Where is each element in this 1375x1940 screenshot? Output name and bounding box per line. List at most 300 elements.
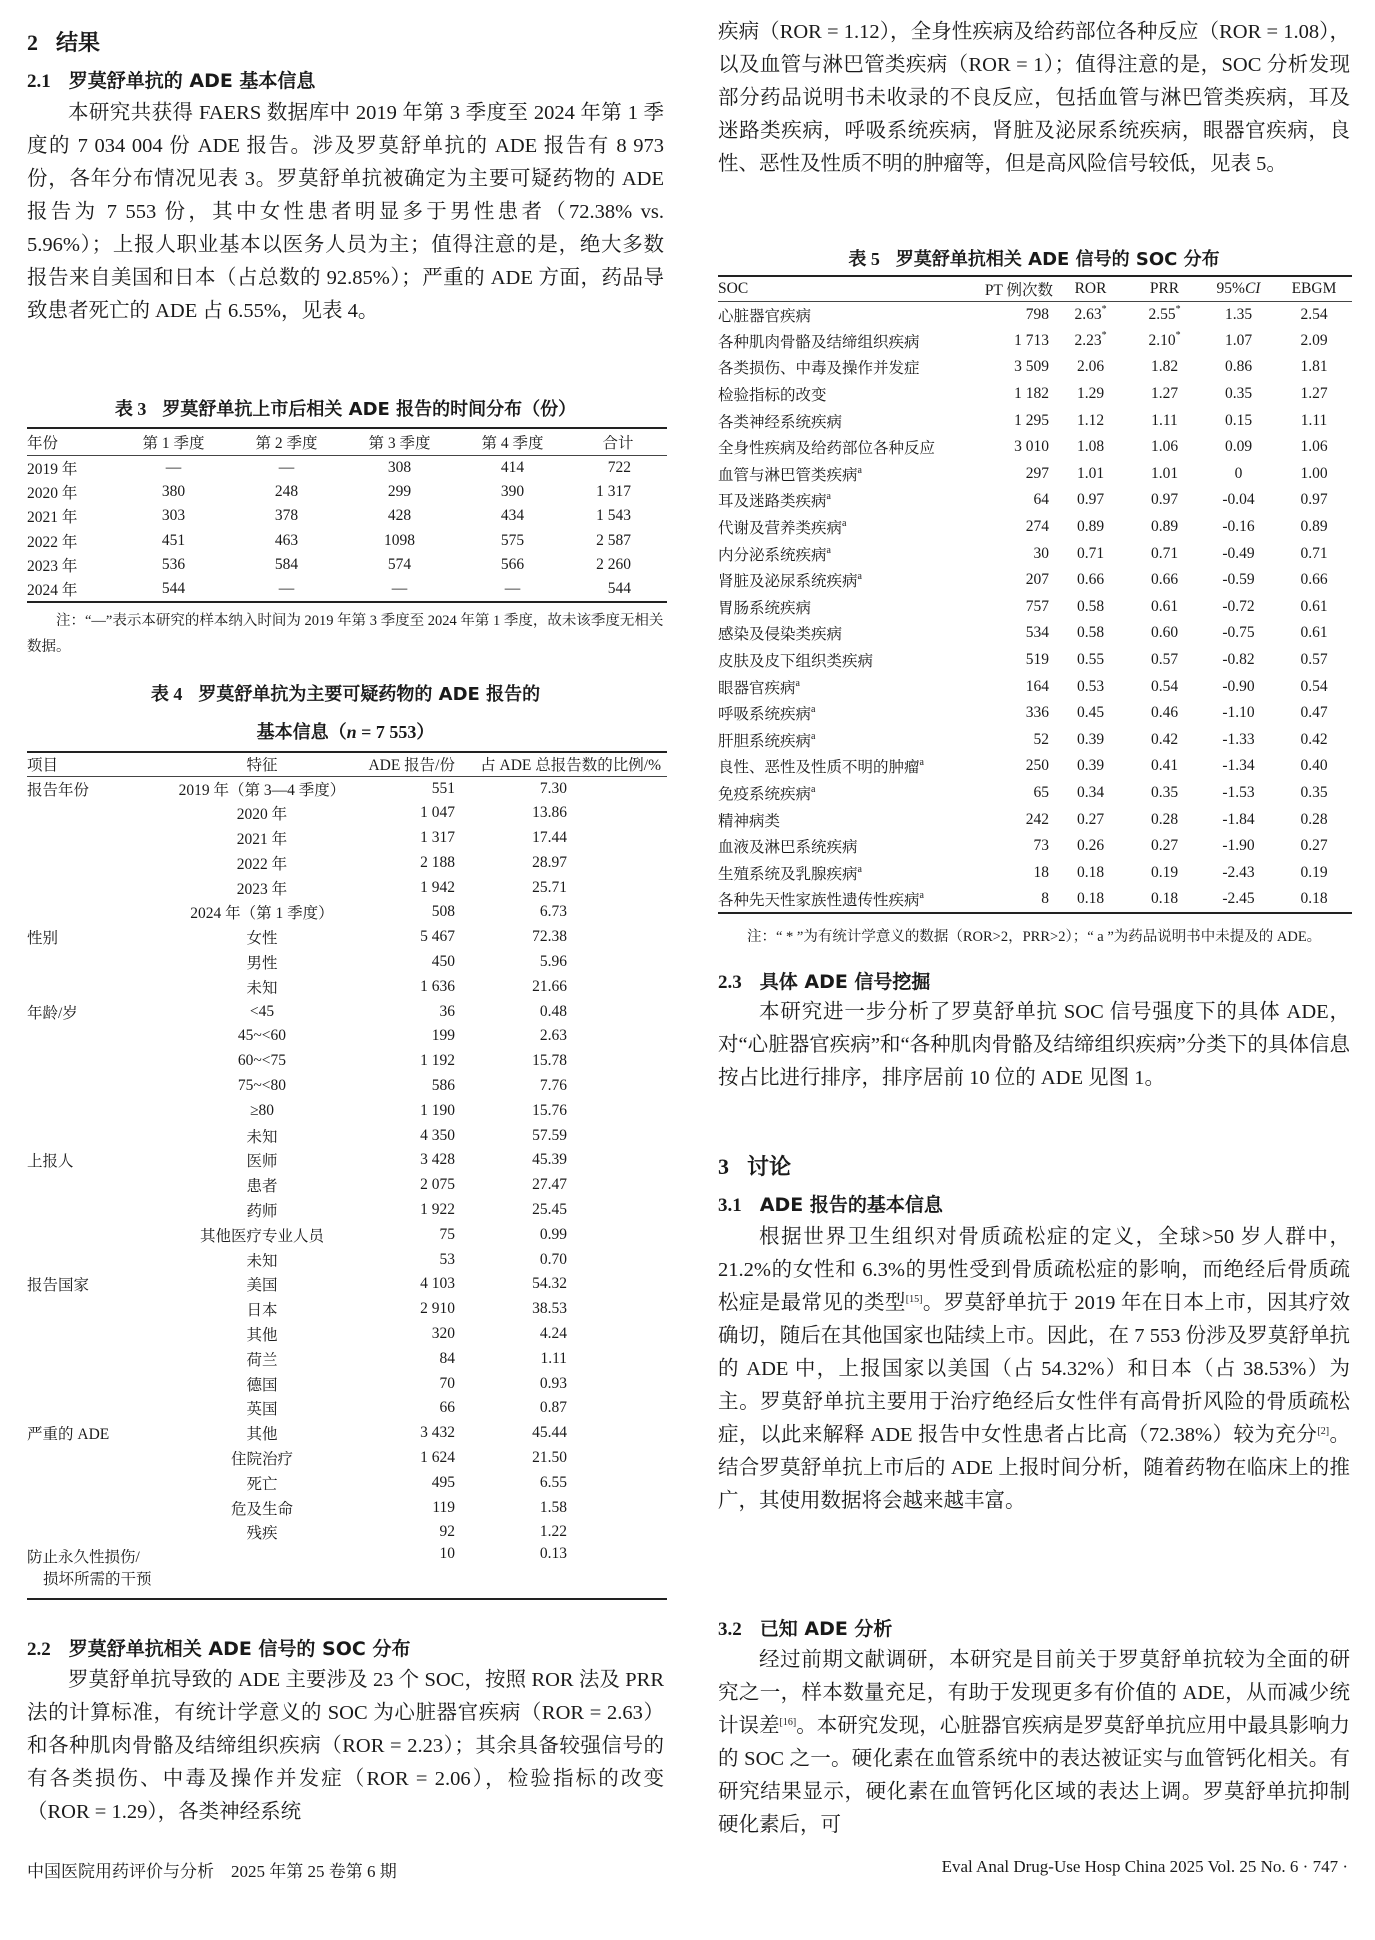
table-row <box>27 950 667 975</box>
ror-value: 0.58 <box>1076 624 1105 642</box>
percent-cell: 6.55 <box>539 1473 567 1491</box>
percent-cell: 4.24 <box>539 1324 567 1342</box>
ci-cell: 0.35 <box>1224 385 1253 403</box>
citation[interactable]: [2] <box>1317 1426 1330 1437</box>
ci-cell: -0.75 <box>1222 624 1255 642</box>
column-header <box>1201 276 1276 301</box>
ror-cell <box>1053 461 1128 488</box>
ror-value: 0.18 <box>1076 889 1105 907</box>
prr-cell <box>1128 727 1201 754</box>
ror-value: 0.34 <box>1076 783 1105 801</box>
prr-value: 2.10 <box>1148 331 1176 349</box>
percent-cell: 0.99 <box>539 1225 567 1243</box>
soc-cell <box>718 727 973 754</box>
ebgm-cell: 1.27 <box>1300 385 1328 403</box>
count-cell: 586 <box>431 1076 455 1094</box>
table-row <box>718 780 1352 807</box>
pt-count-cell: 3 509 <box>1014 358 1049 376</box>
feature-cell: 死亡 <box>246 1475 278 1493</box>
ci-cell: -1.33 <box>1222 730 1255 748</box>
feature-cell: 未知 <box>246 1128 278 1146</box>
table-title-n: n <box>346 722 357 742</box>
ror-value: 0.66 <box>1076 571 1105 589</box>
column-header: 特征 <box>246 757 278 775</box>
section-2-heading <box>27 26 100 57</box>
table-row <box>718 620 1352 647</box>
table-row <box>718 514 1352 541</box>
ci-cell: -0.90 <box>1222 677 1255 695</box>
section-3-1-paragraph <box>718 1221 1350 1518</box>
table-row <box>27 1520 667 1545</box>
category-cell <box>27 1074 167 1099</box>
ror-cell <box>1053 780 1128 807</box>
category-cell <box>27 1297 167 1322</box>
table-cell: 722 <box>607 458 631 476</box>
soc-cell <box>718 833 973 860</box>
ror-value: 0.89 <box>1076 518 1105 536</box>
row-label: 2019 年 <box>27 460 78 478</box>
ror-cell <box>1053 673 1128 700</box>
ror-value: 1.29 <box>1076 385 1105 403</box>
count-cell: 92 <box>439 1523 455 1541</box>
row-label: 2020 年 <box>27 484 78 502</box>
feature-cell: 医师 <box>246 1153 278 1171</box>
category-cell <box>27 801 167 826</box>
category-cell <box>27 950 167 975</box>
category-cell <box>27 850 167 875</box>
soc-cell <box>718 328 973 355</box>
table-cell: 428 <box>387 507 412 525</box>
prr-cell <box>1128 328 1201 355</box>
category-cell <box>27 1446 167 1471</box>
table-row <box>27 850 667 875</box>
prr-value: 1.06 <box>1150 438 1179 456</box>
table-row <box>718 673 1352 700</box>
count-cell: 3 428 <box>420 1151 455 1169</box>
feature-cell: 药师 <box>246 1202 278 1220</box>
section-2-2-paragraph-right: 疾病（ROR = 1.12），全身性疾病及给药部位各种反应（ROR = 1.08），以及血管与淋巴管类疾病（ROR = 1）；值得注意的是，SOC 分析发现部分药品说明书未收录的不良反应，包括血管与淋巴管类疾病，耳及迷路类疾病，呼吸系统疾病，肾脏及泌尿系统疾病，眼器官疾病，良性、恶性及性质不明的肿瘤等，但是高风险信号较低，见表 5。 <box>718 21 1350 175</box>
prr-cell <box>1128 540 1201 567</box>
prr-cell <box>1128 514 1201 541</box>
table-row <box>27 1545 667 1599</box>
unlabeled-marker: a <box>811 783 816 795</box>
prr-value: 0.27 <box>1150 837 1179 855</box>
ci-cell: 0.09 <box>1224 438 1253 456</box>
percent-cell: 1.11 <box>540 1349 567 1367</box>
ror-cell <box>1053 567 1128 594</box>
prr-cell <box>1128 567 1201 594</box>
citation[interactable]: [15] <box>905 1294 923 1305</box>
soc-cell <box>718 700 973 727</box>
percent-cell: 38.53 <box>532 1300 567 1318</box>
table-row <box>27 900 667 925</box>
feature-cell: 患者 <box>246 1178 278 1196</box>
count-cell: 1 624 <box>420 1448 455 1466</box>
category-cell <box>27 1371 167 1396</box>
prr-value: 1.01 <box>1150 464 1179 482</box>
table-row <box>27 1421 667 1446</box>
pt-count-cell: 1 182 <box>1014 385 1049 403</box>
ebgm-cell: 0.97 <box>1300 491 1328 509</box>
category-cell: 年龄/岁 <box>27 1004 78 1022</box>
table-row <box>27 1247 667 1272</box>
section-3-1-heading <box>718 1190 943 1217</box>
ror-cell <box>1053 753 1128 780</box>
unlabeled-marker: a <box>857 464 862 476</box>
table-row <box>27 1173 667 1198</box>
pt-count-cell: 250 <box>1025 757 1049 775</box>
ror-value: 0.45 <box>1076 704 1105 722</box>
category-cell <box>27 974 167 999</box>
soc-name: 精神病类 <box>718 812 781 830</box>
percent-cell: 0.70 <box>539 1250 567 1268</box>
ror-value: 0.71 <box>1076 544 1105 562</box>
category-cell: 报告国家 <box>27 1277 90 1295</box>
count-cell: 1 192 <box>420 1052 455 1070</box>
feature-cell: 未知 <box>246 1252 278 1270</box>
ci-cell: -0.04 <box>1222 491 1255 509</box>
category-cell <box>27 1396 167 1421</box>
ebgm-cell: 1.11 <box>1300 411 1328 429</box>
table-cell: 434 <box>500 507 525 525</box>
ror-value: 0.58 <box>1076 597 1105 615</box>
feature-cell: 荷兰 <box>246 1351 278 1369</box>
section-2-3-heading <box>718 967 930 994</box>
feature-cell: 45~<60 <box>237 1027 287 1045</box>
unlabeled-marker: a <box>811 704 816 716</box>
percent-cell: 2.63 <box>539 1027 567 1045</box>
pt-count-cell: 52 <box>1033 730 1049 748</box>
ebgm-cell: 1.06 <box>1300 438 1328 456</box>
ror-value: 0.27 <box>1076 810 1105 828</box>
table-4-caption-line2 <box>27 718 664 744</box>
category-cell <box>27 1123 167 1148</box>
prr-cell <box>1128 434 1201 461</box>
table-row <box>27 1322 667 1347</box>
paragraph-text: 。罗莫舒单抗于 2019 年在日本上市，因其疗效确切，随后在其他国家也陆续上市。因此，在 7 553 份涉及罗莫舒单抗的 ADE 中，上报国家以美国（占 54.32%）和日本（占 38.53%）为主。罗莫舒单抗主要用于治疗绝经后女性伴有高骨折风险的骨质疏松症，以此来解释 ADE 报告中女性患者占比高（72.38%）较为充分 <box>718 1292 1351 1446</box>
table-cell: — <box>504 580 521 598</box>
category-line: 损坏所需的干预 <box>43 1570 152 1588</box>
section-2-2-paragraph-left: 罗莫舒单抗导致的 ADE 主要涉及 23 个 SOC，按照 ROR 法及 PRR 法的计算标准，有统计学意义的 SOC 为心脏器官疾病（ROR = 2.63）和各种肌肉骨骼及结缔组织疾病（ROR = 2.23）；其余具备较强信号的有各类损伤、中毒及操作并发症（ROR = 2.06），检验指标的改变（ROR = 1.29），各类神经系统 <box>27 1669 664 1823</box>
ror-cell <box>1053 354 1128 381</box>
count-cell: 508 <box>431 903 455 921</box>
table-label: 表 3 <box>114 399 147 419</box>
ci-cell: -0.82 <box>1222 651 1255 669</box>
table-title-part: 基本信息（ <box>256 722 347 743</box>
table-row <box>27 1049 667 1074</box>
pt-count-cell: 534 <box>1025 624 1049 642</box>
percent-cell: 45.39 <box>532 1151 567 1169</box>
prr-value: 0.57 <box>1150 651 1179 669</box>
ebgm-cell: 0.35 <box>1300 783 1328 801</box>
table-row <box>718 354 1352 381</box>
table-row <box>27 1371 667 1396</box>
section-title: 结果 <box>56 31 101 56</box>
ebgm-cell: 1.81 <box>1300 358 1328 376</box>
table-row <box>27 553 667 578</box>
ebgm-cell: 0.61 <box>1300 597 1328 615</box>
category-cell <box>27 875 167 900</box>
table-row <box>27 455 667 480</box>
column-header: 占 ADE 总报告数的比例/% <box>480 757 661 775</box>
category-cell <box>27 1247 167 1272</box>
soc-name: 感染及侵染类疾病 <box>718 626 843 644</box>
prr-cell <box>1128 301 1201 328</box>
prr-value: 1.11 <box>1151 411 1178 429</box>
table-row <box>27 776 667 801</box>
ci-italic: CI <box>1244 279 1261 297</box>
prr-value: 0.35 <box>1150 783 1179 801</box>
ror-cell <box>1053 806 1128 833</box>
prr-value: 0.60 <box>1150 624 1179 642</box>
column-header: 年份 <box>27 434 59 452</box>
table-row <box>27 1396 667 1421</box>
ror-cell <box>1053 407 1128 434</box>
unlabeled-marker: a <box>919 757 924 769</box>
ci-cell: -1.90 <box>1222 837 1255 855</box>
count-cell: 320 <box>431 1324 455 1342</box>
table-5 <box>718 275 1352 914</box>
table-row <box>718 806 1352 833</box>
ebgm-cell: 1.00 <box>1300 464 1328 482</box>
table-cell: 566 <box>500 556 525 574</box>
paragraph-text: 。结合罗莫舒单抗上市后的 ADE 上报时间分析，随着药物在临床上的推广，其使用数据将会越来越丰富。 <box>718 1424 1351 1512</box>
prr-cell <box>1128 780 1201 807</box>
category-cell <box>27 1098 167 1123</box>
soc-cell <box>718 806 973 833</box>
column-header: 第 2 季度 <box>255 434 318 452</box>
soc-cell <box>718 647 973 674</box>
category-line: 防止永久性损伤/ <box>27 1548 140 1566</box>
category-cell <box>27 1322 167 1347</box>
table-row <box>27 925 667 950</box>
prr-cell <box>1128 407 1201 434</box>
ror-cell <box>1053 886 1128 913</box>
ror-cell <box>1053 381 1128 408</box>
ror-value: 0.53 <box>1076 677 1105 695</box>
feature-cell: 住院治疗 <box>230 1450 293 1468</box>
table-cell: 414 <box>500 458 525 476</box>
table-row <box>718 567 1352 594</box>
soc-cell <box>718 354 973 381</box>
percent-cell: 0.13 <box>539 1544 567 1562</box>
table-row <box>718 886 1352 913</box>
section-number: 2.1 <box>27 71 51 92</box>
soc-cell <box>718 514 973 541</box>
feature-cell: 危及生命 <box>230 1500 293 1518</box>
table-row <box>718 594 1352 621</box>
table-title-part: = 7 553） <box>356 722 435 742</box>
pt-count-cell: 274 <box>1025 518 1049 536</box>
count-cell: 53 <box>439 1250 455 1268</box>
section-title: 具体 ADE 信号挖掘 <box>759 971 931 993</box>
table-cell: 575 <box>500 531 525 549</box>
ebgm-cell: 0.28 <box>1300 810 1328 828</box>
table-cell: 544 <box>607 580 631 598</box>
count-cell: 70 <box>439 1374 455 1392</box>
prr-value: 2.55 <box>1148 305 1176 323</box>
percent-cell: 57.59 <box>532 1126 567 1144</box>
count-cell: 2 910 <box>420 1300 455 1318</box>
percent-cell: 15.76 <box>532 1101 567 1119</box>
ror-cell <box>1053 514 1128 541</box>
feature-cell: 未知 <box>246 979 278 997</box>
table-row <box>27 1495 667 1520</box>
percent-cell: 27.47 <box>532 1176 567 1194</box>
prr-cell <box>1128 647 1201 674</box>
table-cell: 574 <box>387 556 412 574</box>
table-cell: 2 260 <box>596 556 631 574</box>
table-cell: 378 <box>274 507 299 525</box>
soc-cell <box>718 434 973 461</box>
column-header: ROR <box>1074 279 1107 297</box>
table-row <box>27 1446 667 1471</box>
soc-name: 良性、恶性及性质不明的肿瘤 <box>718 759 920 777</box>
ror-cell <box>1053 620 1128 647</box>
ror-cell <box>1053 700 1128 727</box>
ebgm-cell: 0.66 <box>1300 571 1328 589</box>
unlabeled-marker: a <box>857 571 862 583</box>
significance-marker: * <box>1101 303 1107 315</box>
table-cell: 248 <box>274 482 299 500</box>
feature-cell: 2023 年 <box>236 880 288 898</box>
table-5-note: 注：“ * ”为有统计学意义的数据（ROR>2，PRR>2）；“ a ”为药品说明书中未提及的 ADE。 <box>747 929 1322 945</box>
table-row <box>718 328 1352 355</box>
ci-cell: -1.53 <box>1222 783 1255 801</box>
table-row <box>27 826 667 851</box>
soc-name: 内分泌系统疾病 <box>718 546 827 564</box>
count-cell: 4 350 <box>420 1126 455 1144</box>
pt-count-cell: 297 <box>1025 464 1049 482</box>
prr-cell <box>1128 673 1201 700</box>
category-cell <box>27 1470 167 1495</box>
feature-cell: 美国 <box>246 1277 278 1295</box>
feature-cell: 女性 <box>246 930 278 948</box>
pt-count-cell: 30 <box>1033 544 1049 562</box>
section-number: 2.3 <box>718 972 742 993</box>
ci-cell: 0.15 <box>1224 411 1253 429</box>
prr-value: 0.66 <box>1150 571 1179 589</box>
feature-cell: 英国 <box>246 1401 278 1419</box>
column-header: 合计 <box>602 434 634 452</box>
ror-value: 0.97 <box>1076 491 1105 509</box>
table-row <box>718 859 1352 886</box>
category-cell: 性别 <box>27 930 59 948</box>
pt-count-cell: 8 <box>1041 889 1049 907</box>
table-row <box>27 1024 667 1049</box>
table-cell: 299 <box>387 482 412 500</box>
pt-count-cell: 798 <box>1025 305 1049 323</box>
prr-cell <box>1128 859 1201 886</box>
prr-value: 0.18 <box>1150 889 1179 907</box>
category-cell <box>27 900 167 925</box>
ror-value: 0.55 <box>1076 651 1105 669</box>
soc-name: 各种先天性家族性遗传性疾病 <box>718 891 920 909</box>
table-label: 表 4 <box>150 684 183 704</box>
ci-cell: -1.10 <box>1222 704 1255 722</box>
count-cell: 2 075 <box>420 1176 455 1194</box>
feature-cell: 残疾 <box>246 1525 278 1543</box>
category-cell <box>27 1520 167 1545</box>
prr-cell <box>1128 806 1201 833</box>
footer-journal-en: Eval Anal Drug-Use Hosp China 2025 Vol. 25 No. 6 · 747 · <box>941 1857 1348 1876</box>
feature-cell <box>167 1545 357 1599</box>
ci-cell: -2.45 <box>1222 889 1255 907</box>
table-header-row <box>27 752 667 776</box>
ebgm-cell: 0.27 <box>1300 837 1328 855</box>
ror-value: 0.39 <box>1076 757 1105 775</box>
feature-cell: 其他 <box>246 1326 278 1344</box>
ror-value: 1.01 <box>1076 464 1105 482</box>
soc-name: 皮肤及皮下组织类疾病 <box>718 653 874 671</box>
citation[interactable]: [16] <box>779 1717 797 1728</box>
table-3-caption <box>27 395 664 421</box>
ror-value: 2.06 <box>1076 358 1105 376</box>
significance-marker: * <box>1175 329 1181 341</box>
ebgm-cell: 0.57 <box>1300 651 1328 669</box>
ebgm-cell: 0.40 <box>1300 757 1328 775</box>
table-row <box>718 381 1352 408</box>
ci-cell: -0.16 <box>1222 518 1255 536</box>
table-row <box>27 529 667 554</box>
feature-cell: ≥80 <box>249 1101 274 1119</box>
percent-cell: 21.50 <box>532 1448 567 1466</box>
table-cell: — <box>391 580 408 598</box>
table-5-caption <box>718 245 1350 271</box>
table-row <box>718 487 1352 514</box>
percent-cell: 13.86 <box>532 804 567 822</box>
feature-cell: 日本 <box>246 1302 278 1320</box>
soc-name: 各种肌肉骨骼及结缔组织疾病 <box>718 333 920 351</box>
ebgm-cell: 0.19 <box>1300 863 1328 881</box>
count-cell: 551 <box>431 779 455 797</box>
percent-cell: 7.76 <box>539 1076 567 1094</box>
prr-value: 0.19 <box>1150 863 1179 881</box>
soc-name: 生殖系统及乳腺疾病 <box>718 865 858 883</box>
ci-cell: -0.59 <box>1222 571 1255 589</box>
table-row <box>27 1272 667 1297</box>
category-cell <box>27 1222 167 1247</box>
count-cell: 495 <box>431 1473 455 1491</box>
table-row <box>27 974 667 999</box>
pt-count-cell: 64 <box>1033 491 1049 509</box>
significance-marker: * <box>1101 329 1107 341</box>
soc-cell <box>718 540 973 567</box>
ror-cell <box>1053 487 1128 514</box>
ci-cell: -2.43 <box>1222 863 1255 881</box>
count-cell: 1 942 <box>420 878 455 896</box>
feature-cell: 2024 年（第 1 季度） <box>190 905 334 923</box>
percent-cell: 17.44 <box>532 828 567 846</box>
ebgm-cell: 0.47 <box>1300 704 1328 722</box>
table-cell: 380 <box>161 482 186 500</box>
category-cell <box>27 1346 167 1371</box>
percent-cell: 0.48 <box>539 1002 567 1020</box>
count-cell: 450 <box>431 952 455 970</box>
soc-cell <box>718 780 973 807</box>
percent-cell: 1.58 <box>539 1498 567 1516</box>
table-row <box>27 1123 667 1148</box>
section-title: 罗莫舒单抗相关 ADE 信号的 SOC 分布 <box>68 1638 411 1660</box>
table-row <box>718 647 1352 674</box>
ci-cell: 1.07 <box>1224 331 1253 349</box>
table-cell: 536 <box>161 556 186 574</box>
section-number: 3 <box>718 1154 729 1179</box>
soc-name: 检验指标的改变 <box>718 387 827 405</box>
section-number: 2 <box>27 30 38 55</box>
pt-count-cell: 336 <box>1025 704 1049 722</box>
count-cell: 4 103 <box>420 1275 455 1293</box>
